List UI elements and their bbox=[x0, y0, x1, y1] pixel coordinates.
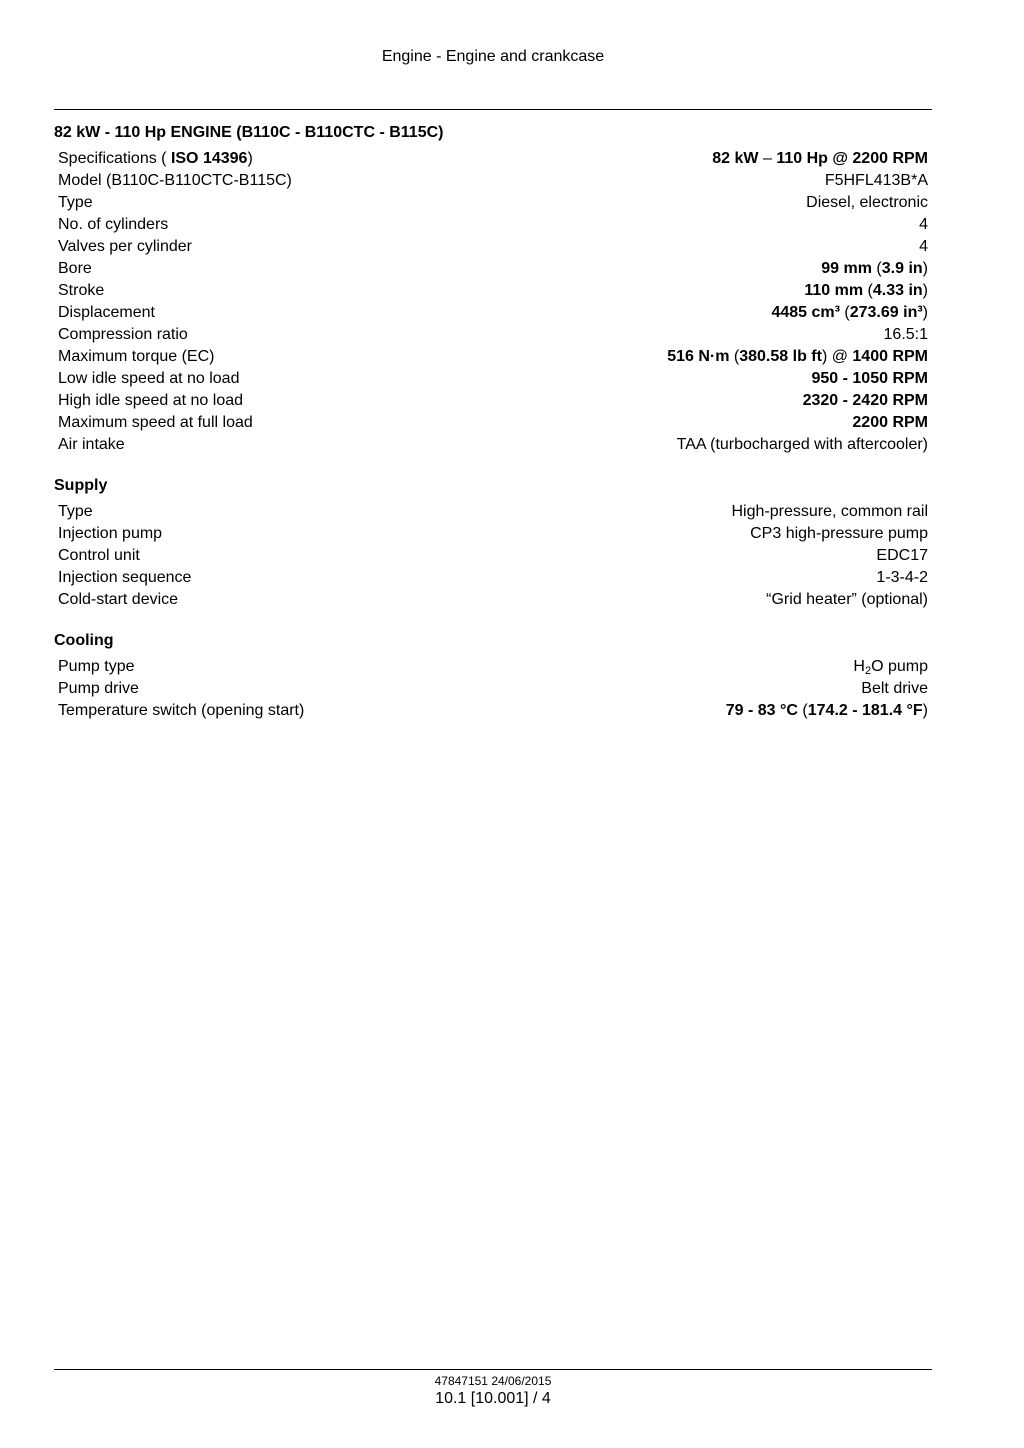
spec-value bbox=[861, 678, 928, 700]
spec-value bbox=[919, 214, 928, 236]
spec-row bbox=[54, 656, 928, 678]
spec-label-part: Pump drive bbox=[58, 680, 139, 697]
spec-label bbox=[58, 390, 243, 412]
spec-label bbox=[58, 148, 253, 170]
spec-label-part: Model (B110C-B110CTC-B115C) bbox=[58, 172, 292, 189]
spec-label-part: Maximum speed at full load bbox=[58, 414, 253, 431]
spec-value-part: 2 bbox=[864, 665, 872, 677]
spec-value-part: 380.58 lb ft bbox=[739, 348, 822, 365]
spec-label bbox=[58, 324, 188, 346]
spec-label bbox=[58, 236, 192, 258]
spec-label bbox=[58, 214, 168, 236]
spec-row bbox=[54, 412, 928, 434]
spec-label-part: Valves per cylinder bbox=[58, 238, 192, 255]
spec-value bbox=[806, 192, 928, 214]
spec-value-part: 2320 - 2420 RPM bbox=[802, 392, 928, 409]
spec-label-part: Low idle speed at no load bbox=[58, 370, 240, 387]
spec-label bbox=[58, 523, 162, 545]
spec-value bbox=[677, 434, 928, 456]
spec-value-part: 79 - 83 °C bbox=[725, 702, 798, 719]
spec-section bbox=[54, 122, 928, 456]
spec-value-part: ( bbox=[839, 304, 850, 321]
spec-label bbox=[58, 545, 140, 567]
spec-section bbox=[54, 475, 928, 611]
spec-value-part: 16.5:1 bbox=[883, 326, 928, 343]
spec-value bbox=[852, 412, 928, 434]
spec-value-part: 4.33 in bbox=[872, 282, 923, 299]
spec-value-part: Belt drive bbox=[861, 680, 928, 697]
spec-row bbox=[54, 523, 928, 545]
spec-value-part: ) bbox=[922, 282, 928, 299]
footer-page-number: 10.1 [10.001] / 4 bbox=[435, 1390, 551, 1407]
spec-value-part: F5HFL413B*A bbox=[824, 172, 928, 189]
spec-value bbox=[712, 148, 928, 170]
footer-doc-code: 47847151 24/06/2015 bbox=[434, 1374, 552, 1388]
spec-row bbox=[54, 545, 928, 567]
spec-value-part: 99 mm bbox=[821, 260, 872, 277]
spec-value bbox=[876, 545, 928, 567]
spec-value-part: CP3 high-pressure pump bbox=[750, 525, 928, 542]
spec-value bbox=[731, 501, 928, 523]
spec-value bbox=[884, 324, 928, 346]
spec-value bbox=[853, 656, 928, 678]
spec-value bbox=[726, 700, 928, 722]
spec-row bbox=[54, 700, 928, 722]
spec-label-part: No. of cylinders bbox=[58, 216, 169, 233]
spec-value bbox=[876, 567, 928, 589]
spec-label bbox=[58, 412, 253, 434]
spec-value-part: 110 Hp @ 2200 RPM bbox=[776, 150, 928, 167]
spec-value bbox=[803, 390, 928, 412]
spec-label-part: ) bbox=[247, 150, 253, 167]
spec-label bbox=[58, 501, 93, 523]
spec-label-part: Displacement bbox=[58, 304, 155, 321]
header-divider bbox=[54, 109, 932, 110]
spec-row bbox=[54, 170, 928, 192]
spec-label-part: Pump type bbox=[58, 658, 135, 675]
spec-row bbox=[54, 280, 928, 302]
spec-label-part: Injection pump bbox=[58, 525, 163, 542]
spec-row bbox=[54, 192, 928, 214]
spec-value-part: 516 N·m bbox=[667, 348, 730, 365]
spec-value-part: TAA (turbocharged with aftercooler) bbox=[676, 436, 928, 453]
spec-label bbox=[58, 656, 134, 678]
spec-row bbox=[54, 258, 928, 280]
spec-value bbox=[811, 368, 928, 390]
section-heading: 82 kW - 110 Hp ENGINE (B110C - B110CTC - B115C) bbox=[54, 124, 444, 141]
spec-value bbox=[667, 346, 928, 368]
spec-value-part: ( bbox=[797, 702, 808, 719]
spec-value-part: 273.69 in³ bbox=[849, 304, 923, 321]
page-header-title: Engine - Engine and crankcase bbox=[381, 48, 605, 65]
spec-row bbox=[54, 589, 928, 611]
spec-label bbox=[58, 170, 292, 192]
spec-row bbox=[54, 148, 928, 170]
spec-value-part: Diesel, electronic bbox=[806, 194, 928, 211]
spec-label-part: Type bbox=[58, 503, 93, 520]
spec-label-part: Type bbox=[58, 194, 93, 211]
spec-value bbox=[821, 258, 928, 280]
spec-label-part: Temperature switch (opening start) bbox=[58, 702, 305, 719]
spec-row bbox=[54, 501, 928, 523]
spec-label bbox=[58, 368, 239, 390]
spec-section bbox=[54, 630, 928, 722]
spec-row bbox=[54, 236, 928, 258]
spec-label-part: Compression ratio bbox=[58, 326, 188, 343]
spec-value bbox=[766, 589, 928, 611]
spec-value-part: 4 bbox=[919, 216, 928, 233]
spec-value-part: 3.9 in bbox=[881, 260, 923, 277]
spec-value bbox=[825, 170, 928, 192]
spec-value-part: ) bbox=[922, 702, 928, 719]
spec-label-part: Control unit bbox=[58, 547, 140, 564]
spec-label-part: Specifications ( bbox=[58, 150, 171, 167]
spec-label bbox=[58, 567, 191, 589]
spec-value-part: 110 mm bbox=[804, 282, 864, 299]
spec-value-part: 4485 cm³ bbox=[771, 304, 840, 321]
spec-value-part: 4 bbox=[919, 238, 928, 255]
spec-value-part: ) @ bbox=[821, 348, 853, 365]
spec-label bbox=[58, 346, 214, 368]
spec-label-part: Bore bbox=[58, 260, 92, 277]
spec-value bbox=[750, 523, 928, 545]
spec-row bbox=[54, 678, 928, 700]
spec-value-part: “Grid heater” (optional) bbox=[766, 591, 928, 608]
spec-value-part: 174.2 - 181.4 °F bbox=[807, 702, 923, 719]
spec-label-part: ISO 14396 bbox=[170, 150, 248, 167]
spec-value-part: EDC17 bbox=[876, 547, 928, 564]
spec-label bbox=[58, 192, 93, 214]
spec-row bbox=[54, 214, 928, 236]
spec-label bbox=[58, 434, 125, 456]
spec-value-part: 2200 RPM bbox=[852, 414, 928, 431]
spec-label-part: Maximum torque (EC) bbox=[58, 348, 215, 365]
spec-value-part: ( bbox=[871, 260, 882, 277]
spec-label bbox=[58, 678, 139, 700]
spec-value bbox=[804, 280, 928, 302]
spec-label bbox=[58, 258, 92, 280]
spec-label-part: Air intake bbox=[58, 436, 125, 453]
spec-value bbox=[919, 236, 928, 258]
spec-content bbox=[54, 122, 928, 722]
spec-label-part: Cold-start device bbox=[58, 591, 179, 608]
spec-value-part: 950 - 1050 RPM bbox=[811, 370, 928, 387]
section-heading: Cooling bbox=[54, 632, 114, 649]
spec-label bbox=[58, 280, 104, 302]
spec-row bbox=[54, 567, 928, 589]
spec-value-part: O pump bbox=[871, 658, 928, 675]
spec-label-part: Injection sequence bbox=[58, 569, 192, 586]
spec-value-part: 1400 RPM bbox=[852, 348, 928, 365]
footer-divider bbox=[54, 1369, 932, 1370]
spec-value-part: H bbox=[853, 658, 865, 675]
spec-value-part: ) bbox=[922, 260, 928, 277]
spec-row bbox=[54, 324, 928, 346]
spec-value-part: High-pressure, common rail bbox=[731, 503, 928, 520]
spec-row bbox=[54, 434, 928, 456]
spec-value-part: ( bbox=[863, 282, 873, 299]
section-heading: Supply bbox=[54, 477, 108, 494]
spec-label bbox=[58, 700, 304, 722]
spec-value-part: 82 kW bbox=[712, 150, 759, 167]
spec-label-part: High idle speed at no load bbox=[58, 392, 244, 409]
spec-value-part: ( bbox=[729, 348, 740, 365]
spec-row bbox=[54, 346, 928, 368]
spec-value bbox=[771, 302, 928, 324]
spec-value-part: – bbox=[758, 150, 777, 167]
spec-row bbox=[54, 368, 928, 390]
spec-label-part: Stroke bbox=[58, 282, 105, 299]
spec-row bbox=[54, 390, 928, 412]
spec-value-part: ) bbox=[922, 304, 928, 321]
spec-label bbox=[58, 589, 178, 611]
spec-label bbox=[58, 302, 155, 324]
spec-value-part: 1-3-4-2 bbox=[876, 569, 928, 586]
spec-row bbox=[54, 302, 928, 324]
